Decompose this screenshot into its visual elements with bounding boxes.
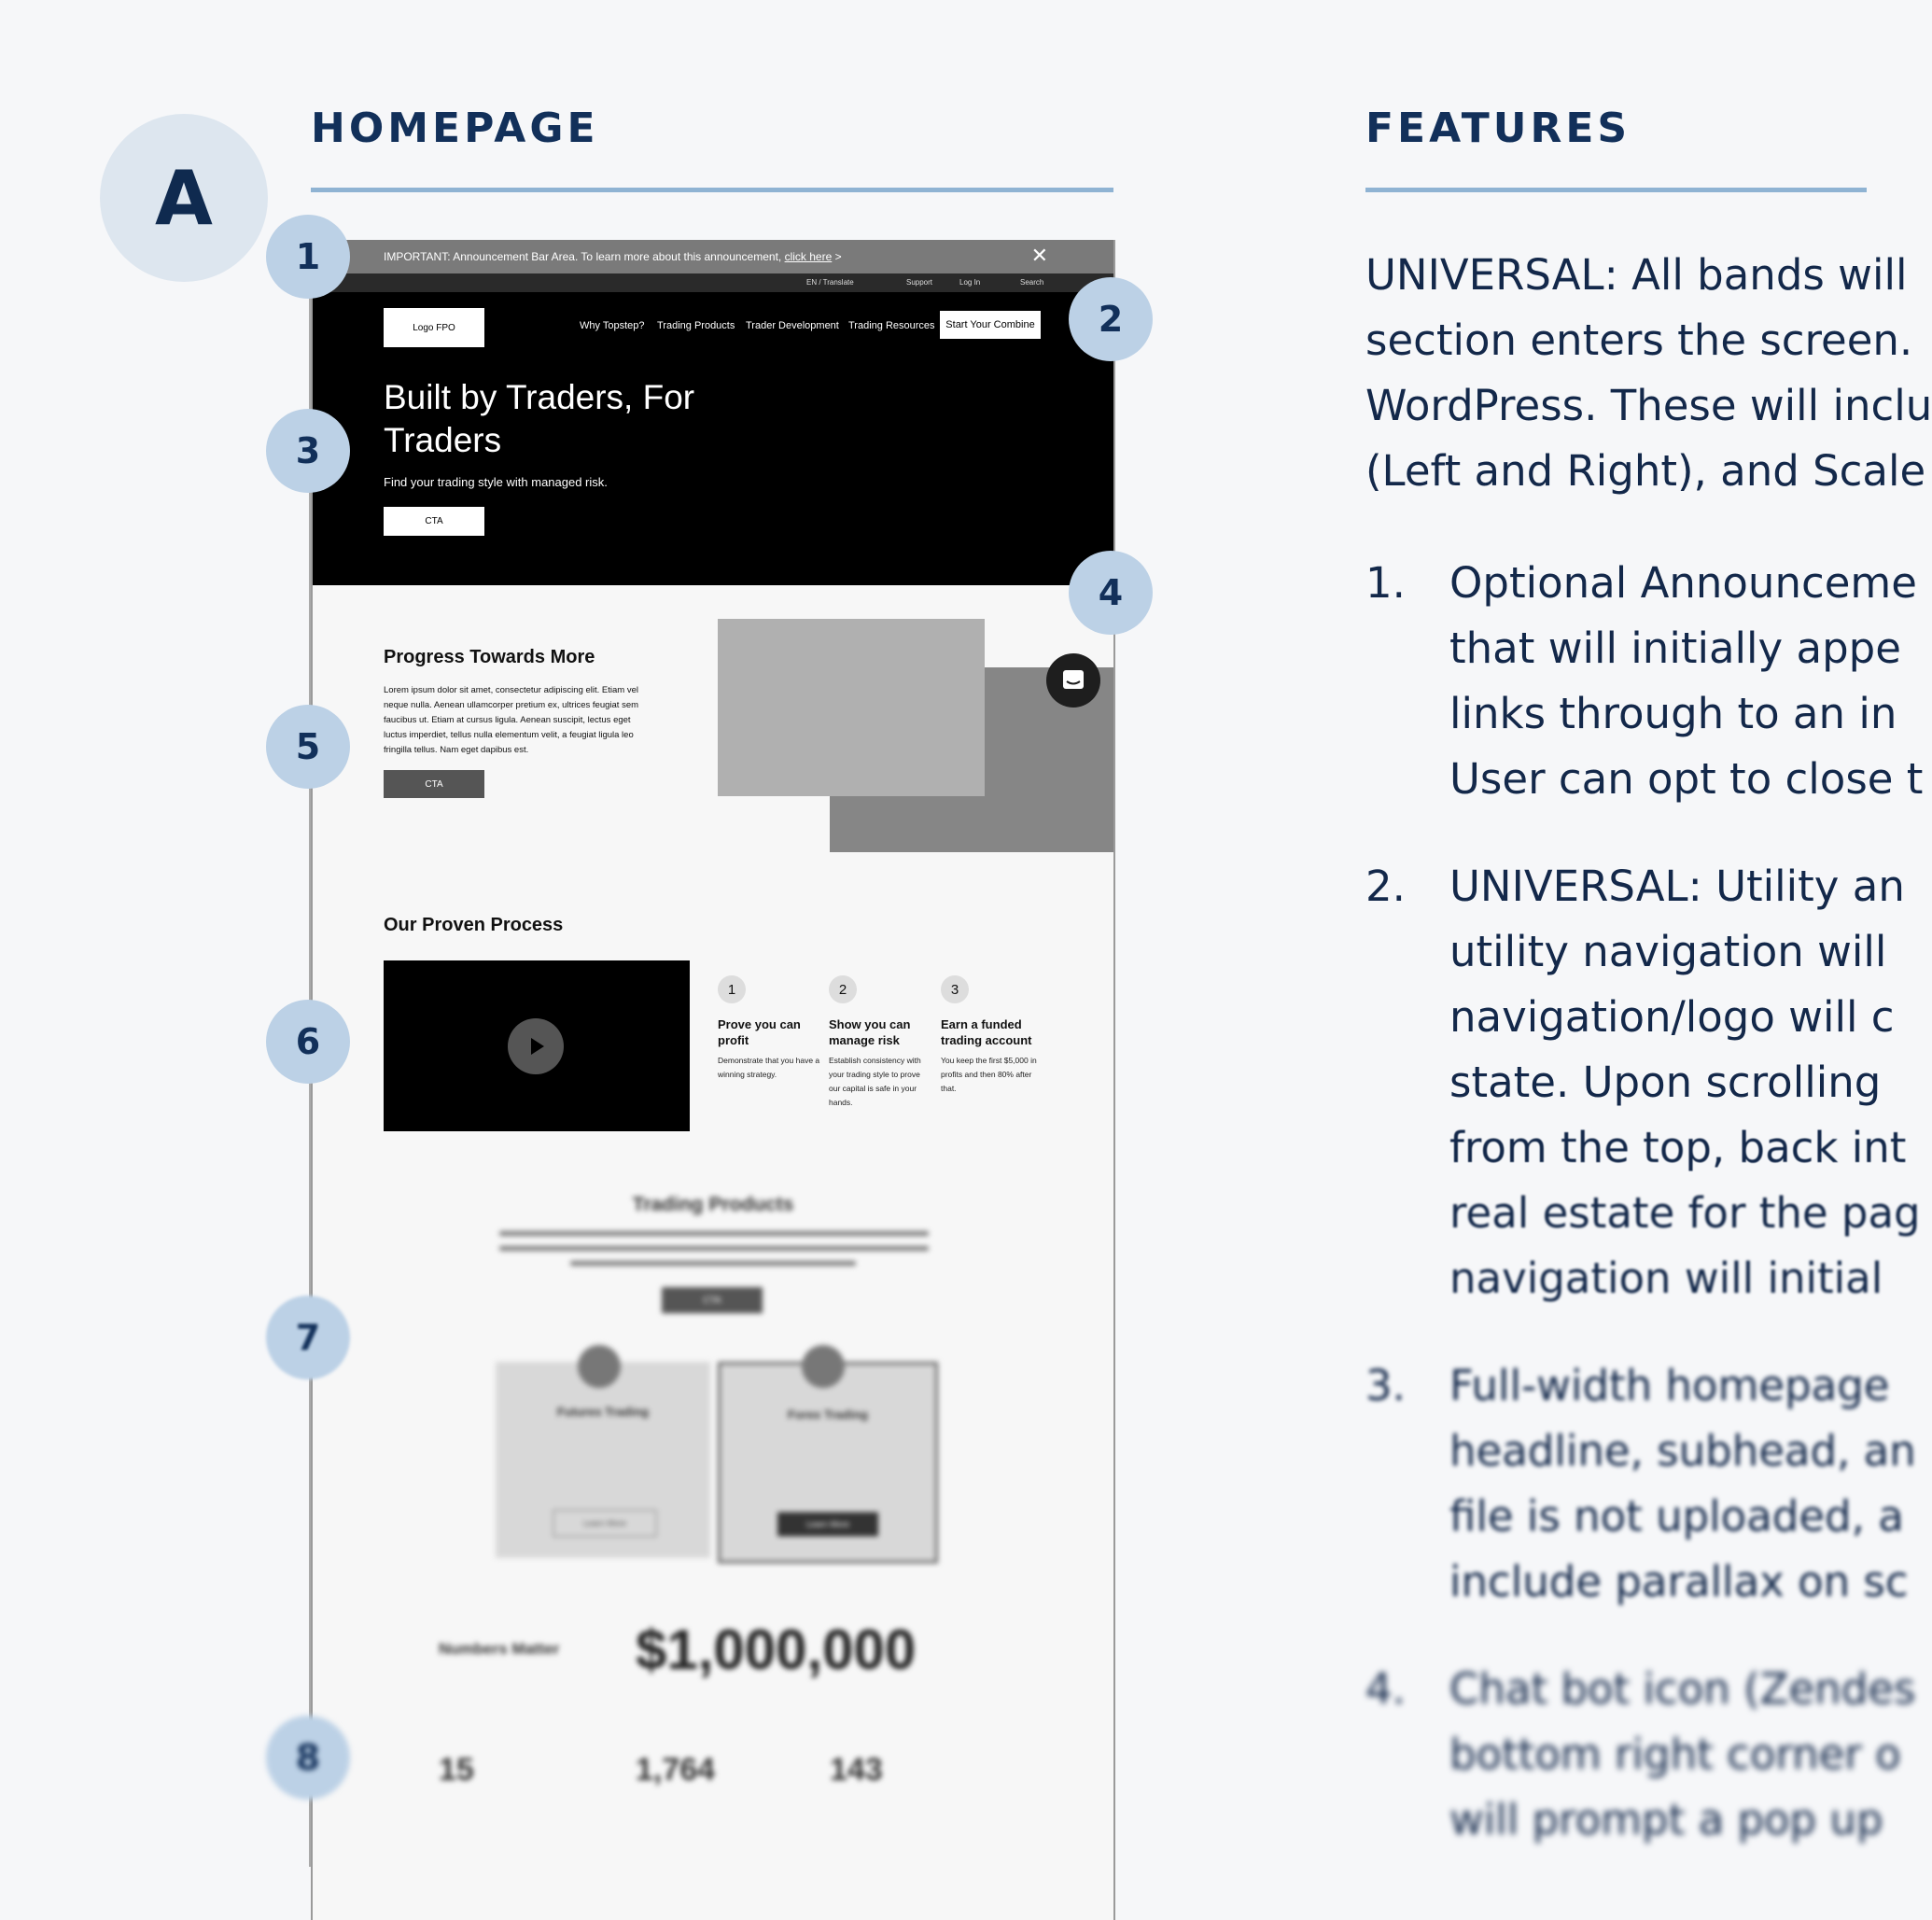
support-link[interactable]: Support [906,278,933,287]
video-player[interactable] [384,960,690,1131]
hero-band [313,292,1113,585]
card-title: Forex Trading [788,1408,868,1422]
progress-cta-button[interactable]: CTA [384,770,484,798]
learn-more-button[interactable]: Learn More [777,1512,878,1536]
card-title: Futures Trading [556,1405,650,1419]
step-desc: Establish consistency with your trading style to prove our capital is safe in your hands. [829,1056,921,1107]
process-title: Our Proven Process [384,915,564,935]
annotation-marker-6: 6 [266,1000,350,1084]
section-badge: A [100,114,268,282]
feature-item-2: 2. UNIVERSAL: Utility an utility navigation will navigation/logo will c state. Upon scrolling from the top, back int real estate for the pag navigation will initial [1365,862,1921,1303]
step-title: Prove you can profit [718,1017,801,1047]
homepage-rule [311,188,1113,192]
product-card-futures [496,1362,710,1558]
features-text [1365,243,1932,1867]
text-line [499,1231,929,1236]
login-link[interactable]: Log In [959,278,981,287]
step-1 [718,975,820,1082]
lower-sections [313,1173,1113,1920]
image-placeholder-light [718,619,985,796]
annotation-marker-3: 3 [266,409,350,493]
homepage-heading: HOMEPAGE [311,105,599,152]
announcement-link[interactable]: click here [784,250,833,263]
nav-item-why[interactable]: Why Topstep? [580,320,645,331]
annotation-marker-7: 7 [266,1296,350,1380]
announcement-bar [313,240,1113,273]
product-card-forex [718,1362,938,1563]
annotation-marker-1: 1 [266,215,350,299]
homepage-mockup [311,240,1115,1920]
card-icon [578,1345,621,1388]
hero-cta-button[interactable]: CTA [384,507,484,536]
trading-products-title: Trading Products [632,1194,794,1215]
feature-item-4: 4. Chat bot icon (Zendes bottom right corner o will prompt a pop up [1365,1664,1916,1844]
stat-value: 143 [830,1752,883,1787]
features-intro: UNIVERSAL: All bands will section enters the screen. WordPress. These will inclu (Left and Right), and Scale [1365,250,1932,496]
nav-item-trading-products[interactable]: Trading Products [657,320,735,331]
text-line [570,1261,856,1266]
numbers-label: Numbers Matter [439,1640,560,1658]
stat-value: 1,764 [636,1752,716,1787]
hero-title: Built by Traders, For Traders [384,378,695,459]
trading-products-cta-button[interactable]: CTA [662,1287,763,1313]
chat-icon[interactable] [1046,653,1100,708]
step-number: 3 [941,975,969,1003]
numbers-big-value: $1,000,000 [636,1619,917,1681]
annotation-marker-8: 8 [266,1716,350,1800]
learn-more-button[interactable]: Learn More [553,1509,657,1537]
utility-nav [313,273,1113,292]
feature-item-1: 1. Optional Announceme that will initially appe links through to an in User can opt to close t [1365,558,1924,804]
nav-item-trader-development[interactable]: Trader Development [746,320,839,331]
logo[interactable]: Logo FPO [384,308,484,347]
progress-body: Lorem ipsum dolor sit amet, consectetur adipiscing elit. Etiam vel neque nulla. Aenean ullamcorper pretium ex, ultrices feugiat sem faucibus ut. Etiam at cursus ligula. Aenean suscipit, lectus eget luctus imperdiet, tellus nulla elementum velit, a feugiat ligula leo fringilla tellus. Nam eget dapibus est. [384,685,639,755]
announcement-text: IMPORTANT: Announcement Bar Area. To learn more about this announcement, click here > [384,250,842,263]
hero-subtitle: Find your trading style with managed risk. [384,475,608,489]
step-desc: Demonstrate that you have a winning strategy. [718,1056,820,1079]
annotation-marker-2: 2 [1069,277,1153,361]
features-rule [1365,188,1867,192]
stat-value: 15 [439,1752,474,1787]
step-title: Show you can manage risk [829,1017,911,1047]
step-2 [829,975,931,1110]
language-selector[interactable]: EN / Translate [806,278,854,287]
annotation-marker-4: 4 [1069,551,1153,635]
text-line [499,1246,929,1251]
play-icon[interactable] [508,1018,564,1074]
step-number: 1 [718,975,746,1003]
step-title: Earn a funded trading account [941,1017,1032,1047]
start-combine-button[interactable]: Start Your Combine [940,311,1041,339]
step-3 [941,975,1043,1096]
search-link[interactable]: Search [1020,278,1044,287]
card-icon [802,1345,845,1388]
close-icon[interactable]: ✕ [1030,244,1048,267]
progress-title: Progress Towards More [384,647,595,667]
step-desc: You keep the first $5,000 in profits and then 80% after that. [941,1056,1037,1093]
feature-item-3: 3. Full-width homepage headline, subhead, an file is not uploaded, a include parallax on sc [1365,1361,1916,1606]
features-heading: FEATURES [1365,105,1631,152]
nav-item-trading-resources[interactable]: Trading Resources [848,320,935,331]
step-number: 2 [829,975,857,1003]
annotation-marker-5: 5 [266,705,350,789]
